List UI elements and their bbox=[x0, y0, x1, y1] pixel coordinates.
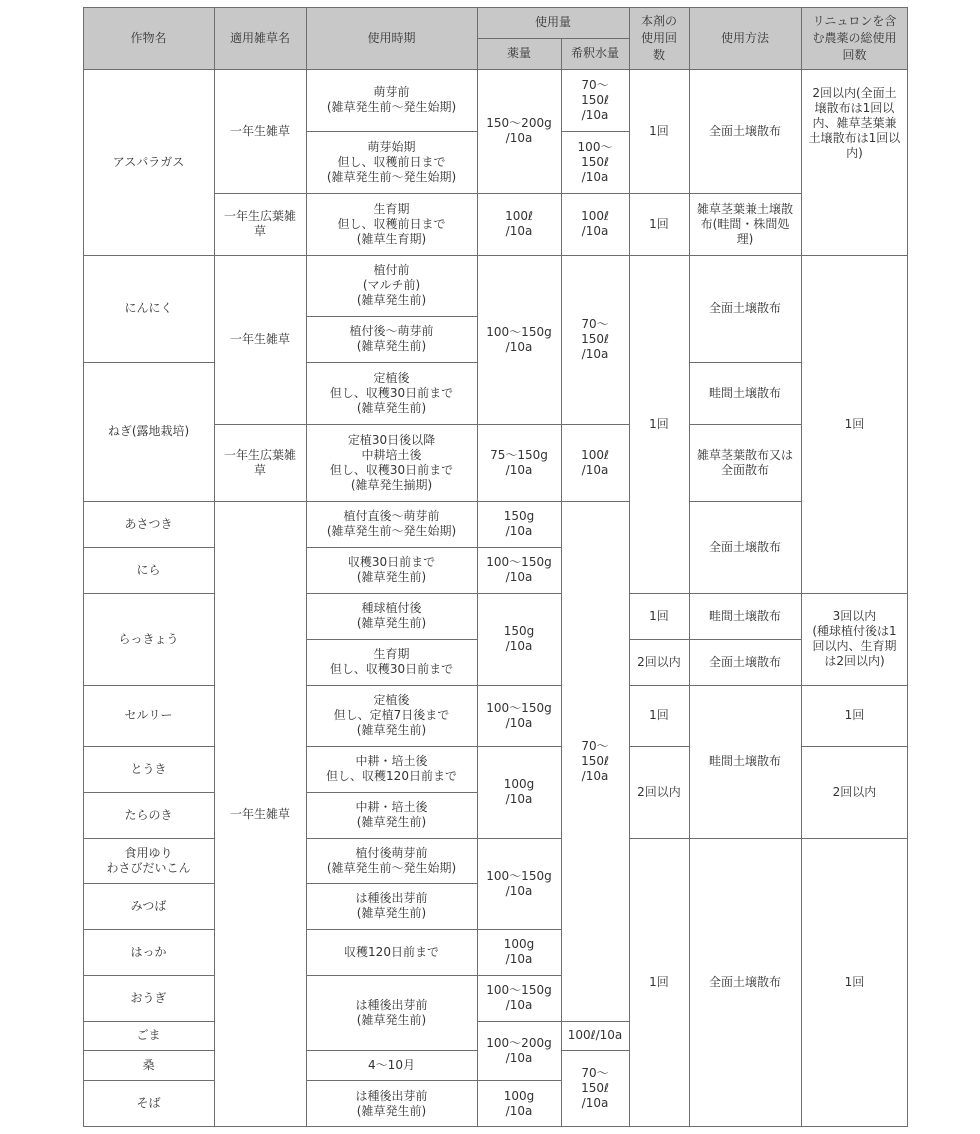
count-cell bbox=[629, 746, 689, 838]
timing-cell bbox=[306, 792, 477, 838]
water-cell bbox=[561, 255, 629, 424]
dose-text: 100～200g /10a bbox=[486, 1035, 552, 1065]
crop-name: はっか bbox=[130, 944, 167, 959]
method-text: 全面土壌散布 bbox=[708, 975, 781, 989]
method-text: 全面土壌散布 bbox=[708, 654, 781, 669]
crop-cell bbox=[83, 792, 214, 838]
water-text: 70～ 150ℓ /10a bbox=[581, 1066, 609, 1110]
dose-text: 100～150g /10a bbox=[486, 700, 552, 730]
crop-name: セルリー bbox=[124, 708, 173, 722]
method-cell bbox=[689, 685, 801, 838]
dose-text: 150g /10a bbox=[503, 624, 535, 653]
total-text: 1回 bbox=[844, 975, 865, 989]
total-text: 2回以内 bbox=[832, 784, 877, 799]
crop-cell bbox=[83, 255, 214, 362]
method-cell bbox=[689, 424, 801, 501]
timing-text: 植付前 (マルチ前) (雑草発生前) bbox=[356, 263, 427, 307]
crop-name: ねぎ(露地栽培) bbox=[107, 424, 190, 438]
crop-cell bbox=[83, 593, 214, 685]
water-text: 100ℓ /10a bbox=[581, 209, 609, 238]
weed-cell bbox=[214, 193, 306, 255]
weed-name: 一年生雑草 bbox=[229, 123, 290, 138]
method-cell bbox=[689, 362, 801, 424]
crop-cell bbox=[83, 746, 214, 792]
count-text: 1回 bbox=[649, 708, 669, 722]
count-text: 1回 bbox=[649, 975, 669, 989]
method-text: 雑草茎葉散布又は 全面散布 bbox=[696, 447, 793, 477]
timing-cell bbox=[306, 362, 477, 424]
total-cell bbox=[801, 593, 908, 685]
pesticide-usage-table bbox=[83, 7, 908, 1127]
header-usage bbox=[477, 7, 629, 38]
dose-cell bbox=[477, 838, 561, 929]
water-text: 70～ 150ℓ /10a bbox=[581, 77, 609, 122]
total-text: 3回以内 (種球植付後は1 回以内、生育期 は2回以内) bbox=[812, 609, 897, 668]
crop-name: みつば bbox=[130, 898, 167, 913]
dose-text: 100ℓ /10a bbox=[505, 209, 533, 238]
dose-text: 100～150g /10a bbox=[486, 868, 552, 898]
header-water bbox=[561, 38, 629, 69]
dose-text: 100g /10a bbox=[503, 1088, 535, 1118]
total-cell bbox=[801, 685, 908, 746]
method-cell bbox=[689, 593, 801, 639]
timing-cell bbox=[306, 1050, 477, 1080]
count-text: 1回 bbox=[649, 123, 669, 138]
crop-name: あさつき bbox=[124, 516, 173, 531]
weed-name: 一年生雑草 bbox=[229, 332, 290, 346]
timing-cell bbox=[306, 501, 477, 547]
timing-text: は種後出芽前 (雑草発生前) bbox=[355, 891, 428, 920]
timing-text: 種球植付後 (雑草発生前) bbox=[356, 601, 427, 630]
crop-name: とうき bbox=[130, 761, 167, 776]
timing-text: 中耕・培土後 (雑草発生前) bbox=[355, 800, 428, 829]
header-timing-text: 使用時期 bbox=[367, 30, 416, 45]
timing-cell bbox=[306, 193, 477, 255]
header-dose bbox=[477, 38, 561, 69]
timing-cell bbox=[306, 639, 477, 685]
timing-cell bbox=[306, 316, 477, 362]
dose-cell bbox=[477, 501, 561, 547]
count-cell bbox=[629, 639, 689, 685]
crop-cell bbox=[83, 501, 214, 547]
timing-text: 収穫30日前まで (雑草発生前) bbox=[347, 555, 436, 584]
total-cell bbox=[801, 69, 908, 255]
count-cell bbox=[629, 838, 689, 1127]
crop-cell bbox=[83, 838, 214, 883]
water-cell bbox=[561, 131, 629, 193]
total-cell bbox=[801, 746, 908, 838]
method-cell bbox=[689, 501, 801, 593]
total-text: 2回以内(全面土 壌散布は1回以 内、雑草茎葉兼 土壌散布は1回以 内) bbox=[808, 85, 901, 160]
weed-cell bbox=[214, 255, 306, 424]
method-cell bbox=[689, 69, 801, 193]
timing-text: 植付後萌芽前 (雑草発生前～発生始期) bbox=[326, 845, 457, 875]
method-text: 全面土壌散布 bbox=[708, 301, 781, 315]
crop-cell bbox=[83, 547, 214, 593]
crop-cell bbox=[83, 1050, 214, 1080]
timing-text: 生育期 但し、収穫30日前まで bbox=[329, 647, 454, 676]
method-text: 全面土壌散布 bbox=[708, 539, 781, 554]
water-cell bbox=[561, 501, 629, 1021]
weed-name: 一年生広葉雑 草 bbox=[223, 447, 296, 477]
total-text: 1回 bbox=[844, 708, 865, 722]
count-cell bbox=[629, 593, 689, 639]
timing-text: 萌芽始期 但し、収穫前日まで (雑草発生前～発生始期) bbox=[326, 139, 457, 184]
dose-text: 150g /10a bbox=[503, 509, 535, 538]
water-cell bbox=[561, 1050, 629, 1127]
dose-cell bbox=[477, 255, 561, 424]
count-text: 2回以内 bbox=[637, 654, 681, 669]
dose-text: 100～150g /10a bbox=[486, 555, 552, 584]
header-total bbox=[801, 7, 908, 69]
crop-name: ごま bbox=[136, 1028, 161, 1042]
header-dose-text: 薬量 bbox=[506, 46, 531, 60]
crop-name: らっきょう bbox=[118, 631, 179, 646]
timing-cell bbox=[306, 69, 477, 131]
dose-cell bbox=[477, 685, 561, 746]
timing-cell bbox=[306, 685, 477, 746]
crop-name: そば bbox=[136, 1096, 161, 1110]
method-text: 全面土壌散布 bbox=[708, 123, 781, 138]
dose-cell bbox=[477, 69, 561, 193]
crop-name: おうぎ bbox=[130, 990, 167, 1005]
total-cell bbox=[801, 255, 908, 593]
method-text: 畦間土壌散布 bbox=[708, 385, 781, 400]
dose-text: 100～150g /10a bbox=[486, 324, 552, 354]
dose-cell bbox=[477, 746, 561, 838]
water-cell bbox=[561, 424, 629, 501]
header-water-text: 希釈水量 bbox=[570, 46, 619, 60]
weed-name: 一年生雑草 bbox=[229, 806, 290, 821]
crop-cell bbox=[83, 69, 214, 255]
timing-cell bbox=[306, 1080, 477, 1127]
count-cell bbox=[629, 685, 689, 746]
water-cell bbox=[561, 69, 629, 131]
weed-name: 一年生広葉雑 草 bbox=[223, 209, 296, 238]
crop-cell bbox=[83, 1080, 214, 1127]
timing-cell bbox=[306, 929, 477, 975]
header-total-text: リニュロンを含 む農薬の総使用 回数 bbox=[812, 13, 897, 62]
header-weed bbox=[214, 7, 306, 69]
dose-text: 75～150g /10a bbox=[490, 447, 548, 477]
water-text: 70～ 150ℓ /10a bbox=[581, 317, 609, 361]
water-cell bbox=[561, 1021, 629, 1050]
dose-text: 100～150g /10a bbox=[486, 983, 552, 1012]
dose-cell bbox=[477, 593, 561, 685]
crop-name: にら bbox=[136, 562, 161, 577]
total-text: 1回 bbox=[844, 416, 865, 431]
method-cell bbox=[689, 193, 801, 255]
weed-cell bbox=[214, 69, 306, 193]
method-text: 畦間土壌散布 bbox=[708, 754, 781, 768]
crop-name: にんにく bbox=[124, 301, 173, 315]
header-weed-text: 適用雑草名 bbox=[229, 30, 290, 45]
crop-name: 桑 bbox=[142, 1057, 155, 1072]
weed-cell bbox=[214, 424, 306, 501]
header-count bbox=[629, 7, 689, 69]
timing-text: は種後出芽前 (雑草発生前) bbox=[355, 1088, 428, 1118]
method-cell bbox=[689, 639, 801, 685]
crop-cell bbox=[83, 362, 214, 501]
timing-text: 生育期 但し、収穫前日まで (雑草生育期) bbox=[337, 201, 446, 246]
count-text: 1回 bbox=[649, 416, 669, 431]
timing-cell bbox=[306, 838, 477, 883]
dose-cell bbox=[477, 929, 561, 975]
crop-name: 食用ゆり わさびだいこん bbox=[106, 845, 191, 875]
timing-cell bbox=[306, 883, 477, 929]
method-cell bbox=[689, 255, 801, 362]
header-method-text: 使用方法 bbox=[720, 30, 769, 45]
timing-cell bbox=[306, 593, 477, 639]
count-cell bbox=[629, 193, 689, 255]
timing-text: は種後出芽前 (雑草発生前) bbox=[355, 997, 428, 1027]
timing-text: 植付直後～萌芽前 (雑草発生前～発生始期) bbox=[326, 509, 457, 538]
timing-cell bbox=[306, 424, 477, 501]
dose-cell bbox=[477, 424, 561, 501]
method-text: 雑草茎葉兼土壌散 布(畦間・株間処 理) bbox=[696, 201, 793, 246]
timing-text: 定植後 但し、収穫30日前まで (雑草発生前) bbox=[329, 370, 454, 415]
timing-cell bbox=[306, 255, 477, 316]
water-text: 100～ 150ℓ /10a bbox=[577, 139, 613, 184]
crop-cell bbox=[83, 1021, 214, 1050]
count-text: 1回 bbox=[649, 216, 669, 231]
crop-name: アスパラガス bbox=[112, 154, 185, 169]
timing-text: 定植30日後以降 中耕培土後 但し、収穫30日前まで (雑草発生揃期) bbox=[329, 432, 454, 492]
count-cell bbox=[629, 69, 689, 193]
crop-cell bbox=[83, 883, 214, 929]
header-crop bbox=[83, 7, 214, 69]
timing-text: 植付後～萌芽前 (雑草発生前) bbox=[349, 324, 434, 353]
dose-cell bbox=[477, 547, 561, 593]
crop-name: たらのき bbox=[124, 807, 173, 822]
dose-cell bbox=[477, 1021, 561, 1080]
dose-cell bbox=[477, 1080, 561, 1127]
timing-cell bbox=[306, 746, 477, 792]
crop-cell bbox=[83, 975, 214, 1021]
crop-cell bbox=[83, 685, 214, 746]
timing-text: 萌芽前 (雑草発生前～発生始期) bbox=[326, 85, 457, 114]
dose-text: 100g /10a bbox=[503, 777, 535, 806]
count-text: 2回以内 bbox=[637, 784, 681, 799]
header-usage-text: 使用量 bbox=[534, 15, 571, 29]
timing-text: 4～10月 bbox=[368, 1057, 415, 1072]
timing-text: 中耕・培土後 但し、収穫120日前まで bbox=[326, 754, 457, 783]
count-text: 1回 bbox=[649, 608, 669, 623]
water-cell bbox=[561, 193, 629, 255]
weed-cell bbox=[214, 501, 306, 1127]
header-method bbox=[689, 7, 801, 69]
method-cell bbox=[689, 838, 801, 1127]
timing-cell bbox=[306, 131, 477, 193]
water-text: 100ℓ/10a bbox=[567, 1028, 623, 1042]
header-timing bbox=[306, 7, 477, 69]
header-crop-text: 作物名 bbox=[130, 30, 167, 45]
timing-cell bbox=[306, 547, 477, 593]
timing-cell bbox=[306, 975, 477, 1050]
dose-cell bbox=[477, 975, 561, 1021]
water-text: 100ℓ /10a bbox=[581, 447, 609, 477]
timing-text: 定植後 但し、定植7日後まで (雑草発生前) bbox=[333, 693, 450, 737]
dose-text: 100g /10a bbox=[503, 937, 535, 966]
count-cell bbox=[629, 255, 689, 593]
timing-text: 収穫120日前まで bbox=[344, 944, 439, 959]
water-text: 70～ 150ℓ /10a bbox=[581, 738, 609, 783]
crop-cell bbox=[83, 929, 214, 975]
total-cell bbox=[801, 838, 908, 1127]
header-count-text: 本剤の 使用回 数 bbox=[640, 13, 677, 62]
dose-cell bbox=[477, 193, 561, 255]
dose-text: 150～200g /10a bbox=[486, 116, 552, 145]
method-text: 畦間土壌散布 bbox=[708, 608, 781, 623]
